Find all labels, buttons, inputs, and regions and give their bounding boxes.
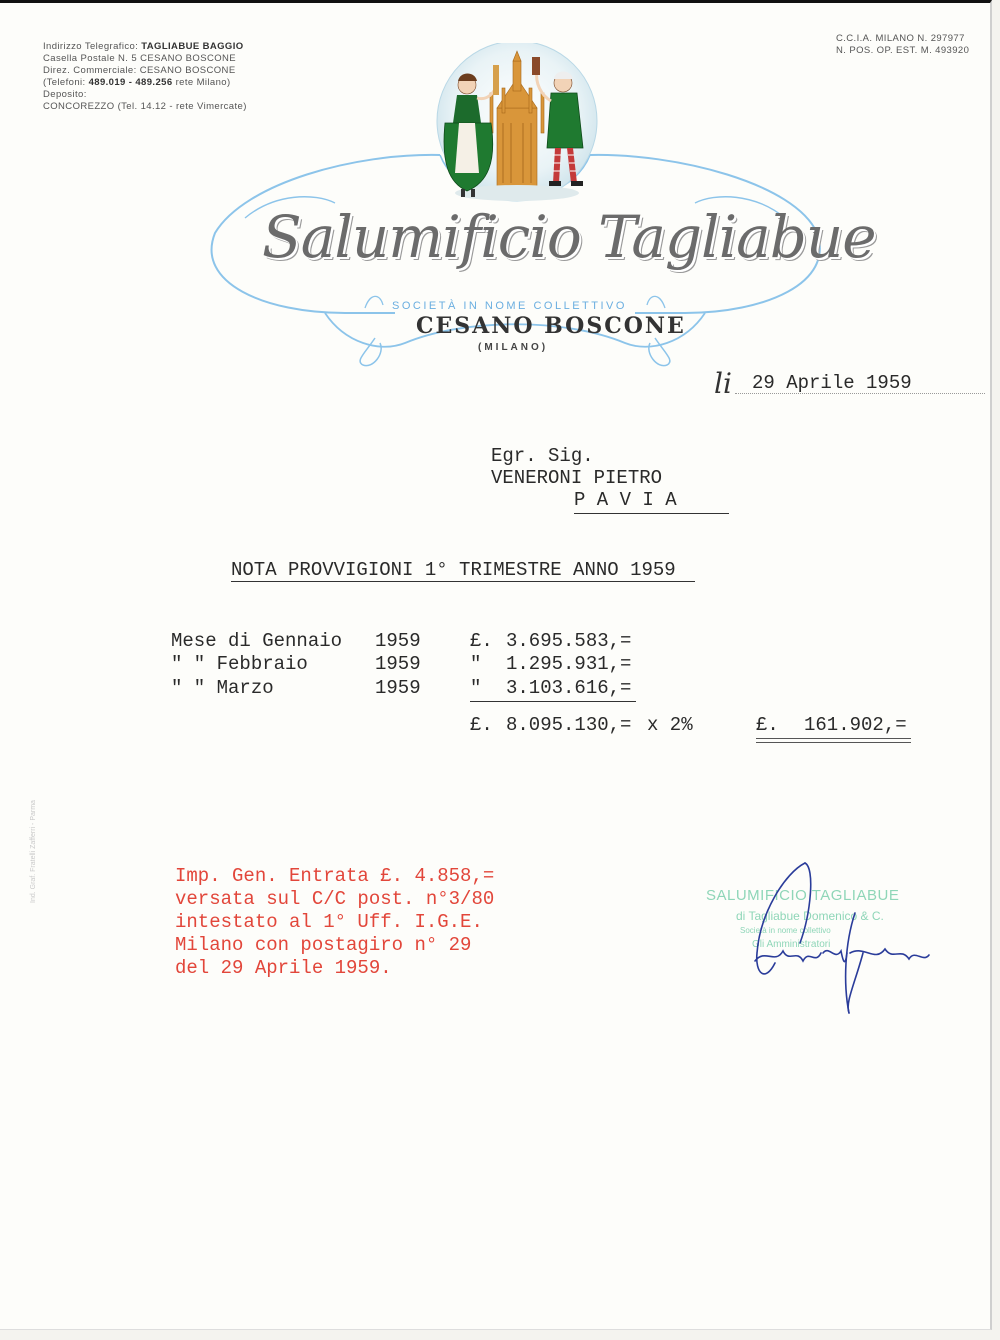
total-currency: £. [470, 714, 493, 736]
company-province: (MILANO) [478, 342, 549, 353]
result-currency: £. [756, 714, 779, 736]
recipient-city-underline [574, 513, 729, 514]
company-stamp-legal-form: Società in nome collettivo [740, 926, 831, 935]
subject-line: NOTA PROVVIGIONI 1° TRIMESTRE ANNO 1959 [231, 559, 676, 581]
row-amount-gennaio: 3.695.583,= [506, 630, 632, 652]
row-month-marzo: " " Marzo [171, 677, 274, 699]
company-legal-form: SOCIETÀ IN NOME COLLETTIVO [392, 300, 627, 312]
contact-line-telegraph: Indirizzo Telegrafico: TAGLIABUE BAGGIO [43, 41, 244, 52]
row-year-gennaio: 1959 [375, 630, 421, 652]
row-amount-febbraio: 1.295.931,= [506, 653, 632, 675]
date-prefix: li [714, 367, 732, 400]
tax-note-line-2: versata sul C/C post. n°3/80 [175, 888, 495, 910]
contact-line-deposit: Deposito: [43, 89, 87, 100]
printer-margin-note: Ind. Graf. Fratelli Zafferri - Parma [30, 800, 37, 903]
registration-cciaa: C.C.I.A. MILANO N. 297977 [836, 33, 965, 44]
contact-line-concorezzo: CONCOREZZO (Tel. 14.12 - rete Vimercate) [43, 101, 247, 112]
registration-export: N. POS. OP. EST. M. 493920 [836, 45, 970, 56]
company-name-script: Salumificio Tagliabue [262, 203, 876, 271]
tax-note-line-3: intestato al 1° Uff. I.G.E. [175, 911, 483, 933]
company-stamp-name: SALUMIFICIO TAGLIABUE [706, 887, 900, 904]
contact-line-direction: Direz. Commerciale: CESANO BOSCONE [43, 65, 236, 76]
recipient-name: VENERONI PIETRO [491, 467, 663, 489]
tax-note-line-4: Milano con postagiro n° 29 [175, 934, 472, 956]
contact-line-po-box: Casella Postale N. 5 CESANO BOSCONE [43, 53, 236, 64]
row-month-febbraio: " " Febbraio [171, 653, 308, 675]
total-amount: 8.095.130,= [506, 714, 632, 736]
company-city: CESANO BOSCONE [416, 313, 686, 339]
row-currency-gennaio: £. [470, 630, 493, 652]
row-currency-febbraio: " [470, 653, 482, 675]
result-double-underline [756, 738, 911, 743]
commission-rate: x 2% [647, 714, 693, 736]
tax-note-line-5: del 29 Aprile 1959. [175, 957, 392, 979]
row-currency-marzo: " [470, 677, 482, 699]
handwritten-signature [745, 853, 935, 1023]
row-month-gennaio: Mese di Gennaio [171, 630, 343, 652]
tax-note-line-1: Imp. Gen. Entrata £. 4.858,= [175, 865, 495, 887]
subject-underline [231, 581, 695, 582]
commission-result: 161.902,= [804, 714, 907, 736]
company-stamp-partners: di Tagliabue Domenico & C. [736, 909, 884, 923]
contact-line-phones: (Telefoni: 489.019 - 489.256 rete Milano) [43, 77, 231, 88]
letter-date: 29 Aprile 1959 [752, 372, 912, 394]
letterhead-registration-block [836, 33, 969, 57]
row-amount-marzo: 3.103.616,= [506, 677, 632, 699]
company-stamp-role: Gli Amministratori [752, 939, 831, 950]
sum-rule [470, 701, 636, 702]
row-year-febbraio: 1959 [375, 653, 421, 675]
row-year-marzo: 1959 [375, 677, 421, 699]
recipient-city: P A V I A [574, 489, 677, 511]
recipient-salutation: Egr. Sig. [491, 445, 594, 467]
